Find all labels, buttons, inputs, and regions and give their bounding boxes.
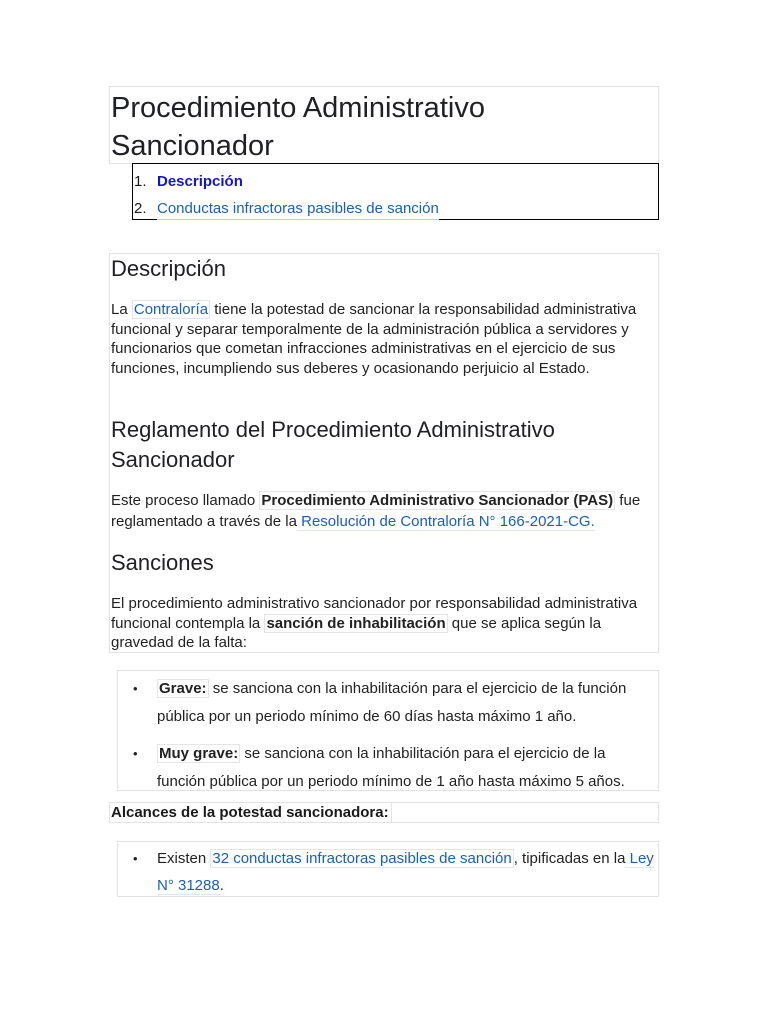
toc-link-descripcion[interactable]: Descripción	[157, 173, 243, 190]
heading-descripcion: Descripción	[111, 256, 226, 281]
list-item	[133, 740, 657, 796]
bullet-icon: •	[133, 746, 138, 761]
bold-inhabilitacion: sanción de inhabilitación	[266, 614, 446, 632]
alcances-box	[109, 802, 659, 823]
sanctions-list	[117, 670, 659, 791]
text: Existen	[157, 850, 211, 867]
text: , tipificadas en la	[513, 850, 626, 867]
paragraph-sanciones	[111, 594, 659, 653]
alcances-heading: Alcances de la potestad sancionadora:	[111, 803, 392, 822]
text: que se aplica según la gravedad de la falta:	[111, 614, 602, 652]
table-of-contents	[132, 163, 659, 220]
text: tiene la potestad de sancionar la responsabilidad administrativa funcional y separar temporalmente de la administración pública a servidores y funcionarios que cometan infracciones administrativas en el ejercicio de sus funciones, incumpliendo sus deberes y ocasionando perjuicio al Estado.	[111, 301, 637, 378]
bold-pas: Procedimiento Administrativo Sancionador (PAS)	[261, 492, 614, 509]
link-resolucion[interactable]: Resolución de Contraloría N° 166-2021-CG.	[296, 513, 595, 530]
page-title-line2: Sancionador	[111, 130, 274, 162]
title-box	[109, 86, 659, 164]
text: El procedimiento administrativo sancionador por responsabilidad administrativa funcional contempla la	[111, 595, 638, 632]
bullet-icon: •	[133, 681, 138, 696]
link-ley[interactable]: Ley N° 31288	[157, 850, 654, 894]
heading-line: Reglamento del Procedimiento Administrativo	[111, 417, 555, 442]
alcances-list	[117, 841, 659, 897]
list-item	[133, 845, 657, 899]
toc-number: 2.	[134, 200, 147, 217]
text: .	[219, 877, 224, 894]
toc-link-conductas[interactable]: Conductas infractoras pasibles de sanción	[157, 199, 439, 220]
heading-sanciones: Sanciones	[111, 550, 214, 575]
item-text: se sanciona con la inhabilitación para el ejercicio de la función pública por un periodo mínimo de 60 días hasta máximo 1 año.	[157, 680, 627, 725]
link-contraloria[interactable]: Contraloría	[133, 301, 209, 318]
page-title	[110, 87, 658, 165]
main-content	[109, 253, 659, 653]
text: fue reglamentado a través de la	[111, 492, 641, 530]
toc-number: 1.	[134, 173, 147, 190]
toc-item-descripcion[interactable]	[134, 172, 243, 192]
item-text: se sanciona con la inhabilitación para el ejercicio de la función pública por un periodo mínimo de 1 año hasta máximo 5 años.	[157, 745, 625, 790]
page-title-line1: Procedimiento Administrativo	[111, 92, 485, 124]
link-conductas[interactable]: 32 conductas infractoras pasibles de sanción	[212, 850, 512, 867]
paragraph-descripcion	[111, 300, 659, 379]
item-label: Grave:	[159, 680, 207, 697]
paragraph-reglamento	[111, 490, 659, 532]
heading-line: Sancionador	[111, 447, 235, 472]
bullet-icon: •	[133, 851, 138, 866]
toc-item-conductas[interactable]	[134, 199, 439, 220]
text: Este proceso llamado	[111, 492, 260, 509]
item-label: Muy grave:	[159, 745, 239, 762]
heading-reglamento	[111, 415, 555, 475]
text: La	[111, 301, 132, 318]
list-item	[133, 675, 657, 731]
